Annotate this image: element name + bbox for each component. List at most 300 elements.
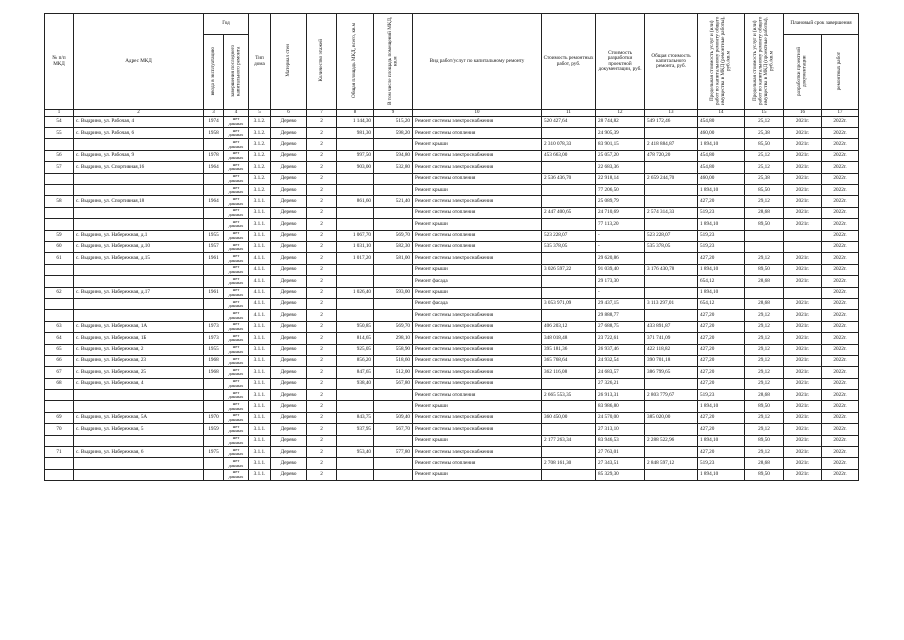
cell-design-cost: 83 901,15 (596, 139, 645, 150)
cell-work-type: Ремонт крыши (413, 435, 542, 446)
cell-limit-design: 29,12 (745, 310, 784, 321)
cell-limit-design: 25,12 (745, 162, 784, 173)
cell-num: 58 (45, 196, 74, 207)
cell-premises-area: 515,20 (374, 116, 413, 127)
cell-premises-area (374, 264, 413, 275)
cell-design-cost: - (596, 287, 645, 298)
cell-planned-repair: 2022г. (822, 185, 859, 196)
cell-wall-material: Дерево (271, 139, 307, 150)
cell-num: 71 (45, 447, 74, 458)
cell-wall-material: Дерево (271, 219, 307, 230)
cell-house-type: 4.1.1. (249, 264, 271, 275)
cell-house-type: 3.1.1. (249, 469, 271, 480)
cell-limit-design (745, 230, 784, 241)
cell-planned-design: 2021г. (784, 185, 822, 196)
cell-total-cost (645, 287, 698, 298)
cell-work-type: Ремонт системы электроснабжения (413, 196, 542, 207)
header-planned-repair: ремонтных работ (822, 35, 859, 110)
cell-total-area: 861,60 (337, 196, 374, 207)
cell-wall-material: Дерево (271, 287, 307, 298)
cell-premises-area: 521,40 (374, 196, 413, 207)
column-number: 8 (337, 110, 374, 116)
cell-house-type: 3.1.2. (249, 139, 271, 150)
cell-planned-design: 2021г. (784, 401, 822, 412)
cell-total-area: 938,40 (337, 378, 374, 389)
table-row (45, 412, 859, 423)
cell-wall-material: Дерево (271, 230, 307, 241)
cell-wall-material: Дерево (271, 276, 307, 287)
cell-num: 54 (45, 116, 74, 127)
table-row (45, 253, 859, 264)
table-row (45, 242, 859, 253)
table-row (45, 310, 859, 321)
cell-total-area (337, 458, 374, 469)
cell-floors: 2 (307, 390, 337, 401)
cell-house-type: 3.1.1. (249, 219, 271, 230)
cell-premises-area (374, 219, 413, 230)
cell-work-type: Ремонт системы электроснабжения (413, 344, 542, 355)
cell-year-commission: 1968 (204, 355, 224, 366)
cell-limit-work: 519,23 (698, 458, 745, 469)
cell-design-cost: 26 937,46 (596, 344, 645, 355)
cell-floors: 2 (307, 207, 337, 218)
cell-work-type: Ремонт системы отопления (413, 128, 542, 139)
cell-house-type: 4.1.1. (249, 253, 271, 264)
cell-year-last-repair: нет данных (224, 469, 249, 480)
cell-house-type: 3.1.2. (249, 173, 271, 184)
cell-work-type: Ремонт крыши (413, 264, 542, 275)
cell-limit-work: 427,20 (698, 253, 745, 264)
cell-planned-repair: 2022г. (822, 310, 859, 321)
cell-limit-work: 427,20 (698, 367, 745, 378)
cell-planned-repair: 2022г. (822, 333, 859, 344)
cell-design-cost: 27 343,51 (596, 458, 645, 469)
cell-house-type: 3.1.1. (249, 196, 271, 207)
cell-planned-repair: 2022г. (822, 458, 859, 469)
cell-total-cost (645, 276, 698, 287)
cell-total-area: 997,50 (337, 150, 374, 161)
cell-limit-work: 1 894,10 (698, 139, 745, 150)
cell-design-cost: 29 620,86 (596, 253, 645, 264)
cell-planned-repair: 2022г. (822, 253, 859, 264)
cell-total-cost: 2 848 597,12 (645, 458, 698, 469)
cell-limit-design (745, 287, 784, 298)
cell-design-cost: 28 744,82 (596, 116, 645, 127)
cell-house-type: 3.1.1. (249, 390, 271, 401)
cell-limit-work: 1 894,10 (698, 401, 745, 412)
cell-year-commission (204, 469, 224, 480)
cell-premises-area: 512,00 (374, 367, 413, 378)
cell-total-area (337, 435, 374, 446)
cell-design-cost: 85 329,30 (596, 469, 645, 480)
cell-year-last-repair: нет данных (224, 242, 249, 253)
table-row (45, 390, 859, 401)
cell-house-type: 3.1.1. (249, 447, 271, 458)
cell-design-cost: 22 683,36 (596, 162, 645, 173)
cell-total-cost: 2 418 884,87 (645, 139, 698, 150)
cell-limit-design: 29,12 (745, 447, 784, 458)
cell-year-commission: 1958 (204, 128, 224, 139)
cell-wall-material: Дерево (271, 458, 307, 469)
column-number: 2 (74, 110, 204, 116)
cell-premises-area: 569,70 (374, 230, 413, 241)
cell-year-last-repair: нет данных (224, 333, 249, 344)
cell-wall-material: Дерево (271, 401, 307, 412)
cell-limit-work: 519,23 (698, 242, 745, 253)
header-premises-area: В том числе площадь помещений МКД, кв.м (374, 14, 413, 110)
cell-repair-cost: 3 026 597,22 (542, 264, 596, 275)
cell-year-commission: 1974 (204, 116, 224, 127)
cell-address (74, 264, 204, 275)
cell-repair-cost: 360 450,00 (542, 412, 596, 423)
cell-wall-material: Дерево (271, 321, 307, 332)
cell-limit-design (745, 242, 784, 253)
cell-limit-design: 89,50 (745, 219, 784, 230)
cell-repair-cost (542, 128, 596, 139)
table-row (45, 207, 859, 218)
cell-planned-design: 2021г. (784, 219, 822, 230)
cell-floors: 2 (307, 469, 337, 480)
cell-total-cost: 386 799,65 (645, 367, 698, 378)
cell-floors: 2 (307, 333, 337, 344)
cell-year-commission (204, 378, 224, 389)
cell-num (45, 469, 74, 480)
cell-planned-design: 2021г. (784, 412, 822, 423)
cell-address: с. Выдрино, ул. Набережная, д.10 (74, 242, 204, 253)
cell-year-last-repair: нет данных (224, 344, 249, 355)
cell-house-type: 3.1.1. (249, 458, 271, 469)
cell-planned-design: 2021г. (784, 321, 822, 332)
cell-total-area (337, 390, 374, 401)
cell-wall-material: Дерево (271, 447, 307, 458)
cell-house-type: 4.1.1. (249, 287, 271, 298)
cell-floors: 2 (307, 230, 337, 241)
cell-floors: 2 (307, 344, 337, 355)
cell-repair-cost (542, 185, 596, 196)
cell-year-commission: 1961 (204, 253, 224, 264)
header-year-last-repair: завершения последнего капитального ремонта (224, 35, 249, 110)
header-address: Адрес МКД (74, 14, 204, 110)
cell-limit-work: 1 894,10 (698, 469, 745, 480)
cell-planned-design: 2021г. (784, 196, 822, 207)
cell-premises-area: 594,80 (374, 150, 413, 161)
cell-wall-material: Дерево (271, 162, 307, 173)
cell-design-cost: 24 932,54 (596, 355, 645, 366)
cell-floors: 2 (307, 219, 337, 230)
cell-year-commission: 1973 (204, 321, 224, 332)
cell-year-last-repair: нет данных (224, 196, 249, 207)
cell-limit-design: 29,12 (745, 321, 784, 332)
cell-design-cost: 27 313,10 (596, 424, 645, 435)
cell-year-last-repair: нет данных (224, 447, 249, 458)
cell-work-type: Ремонт системы электроснабжения (413, 321, 542, 332)
cell-limit-work: 427,20 (698, 424, 745, 435)
cell-repair-cost: 2 536 436,70 (542, 173, 596, 184)
cell-planned-repair: 2022г. (822, 207, 859, 218)
cell-address: с. Выдрино, ул. Набережная, д.1 (74, 230, 204, 241)
cell-limit-design: 89,50 (745, 469, 784, 480)
cell-total-cost: 371 741,09 (645, 333, 698, 344)
cell-work-type: Ремонт системы отопления (413, 242, 542, 253)
cell-house-type: 3.1.1. (249, 333, 271, 344)
cell-premises-area: 558,90 (374, 344, 413, 355)
cell-design-cost: 27 326,21 (596, 378, 645, 389)
cell-work-type: Ремонт системы отопления (413, 207, 542, 218)
cell-address (74, 310, 204, 321)
cell-wall-material: Дерево (271, 355, 307, 366)
cell-wall-material: Дерево (271, 150, 307, 161)
cell-design-cost: 25 057,20 (596, 150, 645, 161)
cell-planned-repair: 2022г. (822, 219, 859, 230)
table-row (45, 344, 859, 355)
cell-year-commission: 1957 (204, 242, 224, 253)
cell-total-area: 903,00 (337, 162, 374, 173)
cell-premises-area (374, 173, 413, 184)
cell-address: с. Выдрино, ул. Набережная, 1А (74, 321, 204, 332)
cell-address (74, 219, 204, 230)
cell-total-area (337, 173, 374, 184)
cell-planned-design: 2021г. (784, 173, 822, 184)
cell-limit-design: 29,12 (745, 196, 784, 207)
cell-house-type: 4.1.1. (249, 276, 271, 287)
cell-year-last-repair: нет данных (224, 253, 249, 264)
cell-num (45, 435, 74, 446)
cell-address (74, 401, 204, 412)
cell-design-cost: 29 888,77 (596, 310, 645, 321)
cell-design-cost: 27 688,75 (596, 321, 645, 332)
cell-address: с. Выдрино, ул. Набережная, 23 (74, 355, 204, 366)
cell-total-cost: 3 113 297,01 (645, 298, 698, 309)
cell-address (74, 469, 204, 480)
cell-year-commission (204, 401, 224, 412)
cell-premises-area: 581,00 (374, 253, 413, 264)
cell-repair-cost: 362 116,08 (542, 367, 596, 378)
cell-planned-repair: 2022г. (822, 435, 859, 446)
cell-work-type: Ремонт системы электроснабжения (413, 333, 542, 344)
cell-planned-design: 2021г. (784, 469, 822, 480)
cell-planned-repair: 2022г. (822, 139, 859, 150)
cell-address (74, 435, 204, 446)
cell-work-type: Ремонт системы электроснабжения (413, 162, 542, 173)
cell-premises-area: 569,70 (374, 321, 413, 332)
cell-planned-design: 2021г. (784, 367, 822, 378)
cell-limit-design: 85,50 (745, 185, 784, 196)
cell-premises-area: 567,70 (374, 424, 413, 435)
cell-limit-work: 454,80 (698, 162, 745, 173)
header-design-cost: Стоимость разработки проектной документации, руб. (596, 14, 645, 110)
cell-limit-design: 28,68 (745, 298, 784, 309)
cell-total-cost (645, 253, 698, 264)
column-number: 11 (542, 110, 596, 116)
cell-wall-material: Дерево (271, 253, 307, 264)
cell-work-type: Ремонт системы электроснабжения (413, 116, 542, 127)
cell-limit-design: 89,50 (745, 435, 784, 446)
cell-floors: 2 (307, 162, 337, 173)
cell-premises-area (374, 390, 413, 401)
cell-design-cost: 24 710,69 (596, 207, 645, 218)
cell-address: с. Выдрино, ул. Рабочая, 6 (74, 128, 204, 139)
cell-limit-work: 1 894,10 (698, 287, 745, 298)
cell-total-cost: 2 574 314,33 (645, 207, 698, 218)
column-number: 17 (822, 110, 859, 116)
cell-total-cost: 390 701,18 (645, 355, 698, 366)
cell-planned-design: 2021г. (784, 276, 822, 287)
cell-limit-work: 1 894,10 (698, 435, 745, 446)
table-row (45, 367, 859, 378)
cell-year-commission: 1968 (204, 367, 224, 378)
cell-work-type: Ремонт крыши (413, 185, 542, 196)
cell-wall-material: Дерево (271, 469, 307, 480)
cell-year-commission (204, 139, 224, 150)
cell-floors: 2 (307, 150, 337, 161)
cell-total-area (337, 139, 374, 150)
cell-year-commission (204, 276, 224, 287)
cell-limit-work: 454,80 (698, 150, 745, 161)
cell-year-commission (204, 207, 224, 218)
cell-wall-material: Дерево (271, 116, 307, 127)
cell-year-last-repair: нет данных (224, 128, 249, 139)
cell-limit-design: 29,12 (745, 367, 784, 378)
cell-total-area: 1 026,40 (337, 287, 374, 298)
cell-design-cost: 23 722,61 (596, 333, 645, 344)
cell-total-cost (645, 162, 698, 173)
cell-limit-design: 85,50 (745, 139, 784, 150)
cell-year-commission: 1955 (204, 230, 224, 241)
cell-design-cost: 29 173,30 (596, 276, 645, 287)
cell-num: 56 (45, 150, 74, 161)
cell-design-cost: - (596, 230, 645, 241)
cell-total-area (337, 264, 374, 275)
cell-year-commission: 1973 (204, 333, 224, 344)
cell-floors: 2 (307, 310, 337, 321)
cell-limit-design: 25,38 (745, 173, 784, 184)
cell-house-type: 4.1.1. (249, 310, 271, 321)
cell-repair-cost: 535 378,05 (542, 242, 596, 253)
cell-address: с. Выдрино, ул. Набережная, 25 (74, 367, 204, 378)
cell-planned-repair: 2022г. (822, 264, 859, 275)
cell-design-cost: 24 683,57 (596, 367, 645, 378)
cell-planned-design: 2021г. (784, 128, 822, 139)
cell-planned-repair: 2022г. (822, 162, 859, 173)
cell-num: 62 (45, 287, 74, 298)
cell-floors: 2 (307, 196, 337, 207)
cell-total-cost: 549 172,46 (645, 116, 698, 127)
cell-year-commission (204, 298, 224, 309)
cell-limit-design: 25,12 (745, 150, 784, 161)
cell-total-cost (645, 128, 698, 139)
cell-house-type: 3.1.2. (249, 128, 271, 139)
cell-premises-area (374, 298, 413, 309)
cell-floors: 2 (307, 264, 337, 275)
cell-house-type: 3.1.2. (249, 185, 271, 196)
cell-wall-material: Дерево (271, 378, 307, 389)
header-limit-design: Предельная стоимость услуг и (или) работ по капитальному ремонту общего имущества в МКД (проектные работы), руб./кв.м (745, 14, 784, 110)
cell-total-cost (645, 447, 698, 458)
cell-limit-design: 29,12 (745, 344, 784, 355)
cell-floors: 2 (307, 378, 337, 389)
cell-total-cost: 385 020,00 (645, 412, 698, 423)
cell-num: 63 (45, 321, 74, 332)
cell-planned-repair: 2022г. (822, 390, 859, 401)
cell-address: с. Выдрино, ул. Набережная, 2 (74, 344, 204, 355)
cell-work-type: Ремонт системы электроснабжения (413, 412, 542, 423)
table-row (45, 333, 859, 344)
cell-num: 67 (45, 367, 74, 378)
header-repair-cost: Стоимость ремонтных работ, руб. (542, 14, 596, 110)
cell-planned-design: 2021г. (784, 333, 822, 344)
cell-year-commission (204, 435, 224, 446)
cell-premises-area (374, 310, 413, 321)
cell-num (45, 139, 74, 150)
cell-floors: 2 (307, 139, 337, 150)
cell-wall-material: Дерево (271, 128, 307, 139)
cell-planned-design: 2021г. (784, 298, 822, 309)
cell-premises-area: 509,40 (374, 412, 413, 423)
cell-num (45, 276, 74, 287)
cell-work-type: Ремонт системы отопления (413, 458, 542, 469)
cell-total-cost: 523 228,07 (645, 230, 698, 241)
cell-design-cost: 29 437,15 (596, 298, 645, 309)
cell-total-cost: 433 891,87 (645, 321, 698, 332)
column-number: 14 (698, 110, 745, 116)
cell-planned-repair: 2022г. (822, 116, 859, 127)
cell-repair-cost: 520 427,64 (542, 116, 596, 127)
cell-total-area (337, 185, 374, 196)
cell-premises-area: 582,30 (374, 242, 413, 253)
table-row (45, 321, 859, 332)
cell-num: 68 (45, 378, 74, 389)
cell-house-type: 3.1.1. (249, 321, 271, 332)
table-row (45, 276, 859, 287)
cell-wall-material: Дерево (271, 333, 307, 344)
cell-planned-repair: 2022г. (822, 230, 859, 241)
cell-total-cost: 535 378,05 (645, 242, 698, 253)
cell-year-last-repair: нет данных (224, 355, 249, 366)
cell-planned-design: 2021г. (784, 310, 822, 321)
cell-limit-work: 427,20 (698, 412, 745, 423)
cell-floors: 2 (307, 287, 337, 298)
cell-work-type: Ремонт системы отопления (413, 230, 542, 241)
cell-repair-cost: 348 018,48 (542, 333, 596, 344)
column-number: 15 (745, 110, 784, 116)
cell-total-cost (645, 424, 698, 435)
table-row (45, 128, 859, 139)
cell-repair-cost (542, 196, 596, 207)
cell-address: с. Выдрино, ул. Набережная, 6 (74, 447, 204, 458)
cell-limit-work: 1 894,10 (698, 185, 745, 196)
cell-planned-repair: 2022г. (822, 298, 859, 309)
cell-total-area: 814,65 (337, 333, 374, 344)
cell-planned-design (784, 230, 822, 241)
cell-year-commission: 1961 (204, 287, 224, 298)
cell-repair-cost (542, 162, 596, 173)
cell-floors: 2 (307, 367, 337, 378)
cell-limit-design: 28,68 (745, 276, 784, 287)
cell-year-last-repair: нет данных (224, 298, 249, 309)
cell-year-commission (204, 264, 224, 275)
cell-repair-cost: 2 708 161,30 (542, 458, 596, 469)
cell-limit-work: 519,23 (698, 230, 745, 241)
column-number: 16 (784, 110, 822, 116)
cell-floors: 2 (307, 412, 337, 423)
table-row (45, 469, 859, 480)
cell-year-last-repair: нет данных (224, 435, 249, 446)
cell-total-area: 950,85 (337, 321, 374, 332)
cell-repair-cost: 453 663,00 (542, 150, 596, 161)
cell-wall-material: Дерево (271, 242, 307, 253)
cell-planned-repair: 2022г. (822, 128, 859, 139)
cell-address (74, 139, 204, 150)
